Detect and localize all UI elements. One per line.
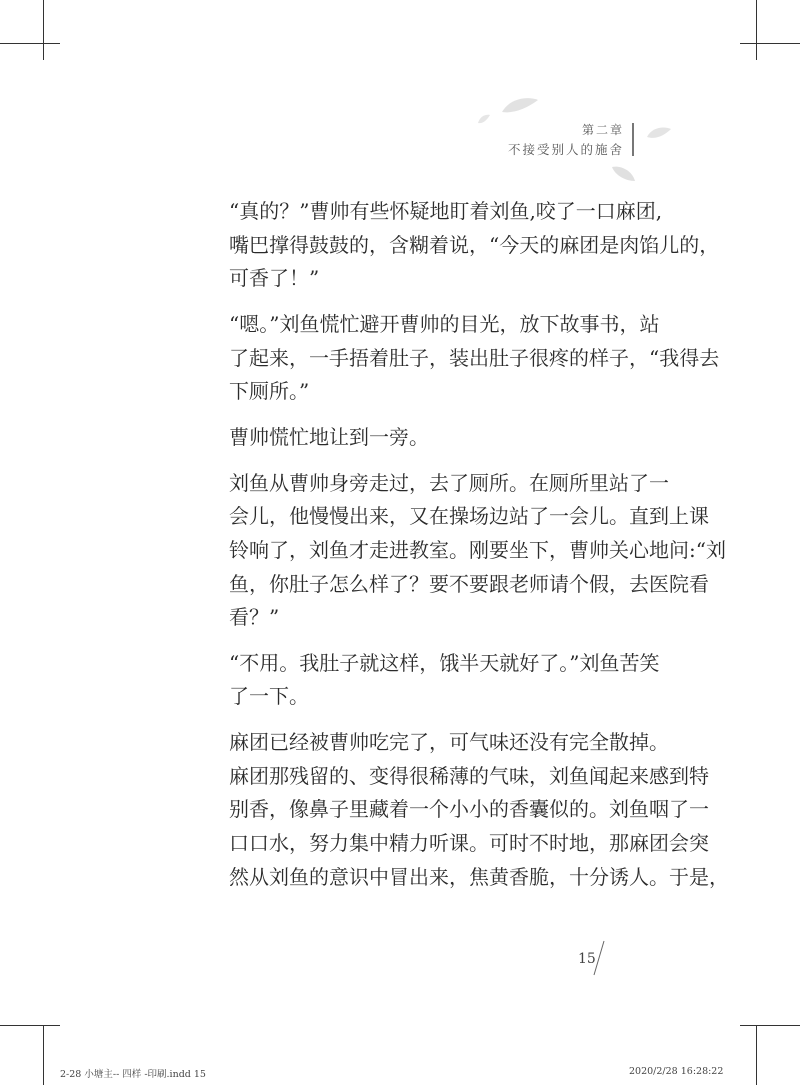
crop-mark-top-left-horizontal [0, 43, 60, 44]
chapter-title: 不接受别人的施舍 [507, 142, 624, 157]
text-line: 看？” [229, 605, 280, 630]
text-line: 可香了！” [229, 266, 320, 291]
body-text [189, 195, 729, 906]
crop-mark-bottom-right-horizontal [740, 1025, 800, 1026]
paragraph [189, 195, 720, 296]
text-line: 嘴巴撑得鼓鼓的，含糊着说，“今天的麻团是肉馅儿的， [229, 232, 720, 257]
text-line: 会儿，他慢慢出来，又在操场边站了一会儿。直到上课 [229, 504, 709, 529]
text-line: 刘鱼从曹帅身旁走过，去了厕所。在厕所里站了一 [229, 470, 669, 495]
text-line: “嗯。”刘鱼慌忙避开曹帅的目光，放下故事书，站 [229, 311, 660, 336]
crop-mark-bottom-left-vertical [43, 1025, 44, 1085]
petal-decoration-icon [500, 94, 540, 116]
text-line: 下厕所。” [229, 379, 310, 404]
text-line: 曹帅慌忙地让到一旁。 [229, 424, 429, 449]
text-line: 麻团已经被曹帅吃完了，可气味还没有完全散掉。 [229, 730, 669, 755]
slash-decoration-icon [592, 940, 606, 976]
text-line: “真的？”曹帅有些怀疑地盯着刘鱼,咬了一口麻团, [229, 199, 663, 223]
crop-mark-bottom-right-vertical [756, 1025, 757, 1085]
text-line: 铃响了，刘鱼才走进教室。刚要坐下，曹帅关心地问:“刘 [229, 537, 726, 562]
footer-timestamp: 2020/2/28 16:28:22 [629, 1066, 724, 1077]
crop-mark-top-left-vertical [43, 0, 44, 60]
text-line: 鱼，你肚子怎么样了？要不要跟老师请个假，去医院看 [229, 571, 709, 596]
paragraph [189, 647, 660, 714]
page-number: 15 [578, 951, 596, 967]
header-divider [632, 123, 634, 156]
text-line: 麻团那残留的、变得很稀薄的气味，刘鱼闻起来感到特 [229, 763, 709, 788]
text-line: “不用。我肚子就这样，饿半天就好了。”刘鱼苦笑 [229, 650, 660, 675]
footer-file-name: 2-28 小塘主-- 四样 -印刷.indd 15 [60, 1069, 206, 1080]
crop-mark-top-right-horizontal [740, 43, 800, 44]
paragraph [189, 308, 720, 409]
text-line: 口口水，努力集中精力听课。可时不时地，那麻团会突 [229, 831, 709, 856]
paragraph [189, 726, 729, 894]
petal-decoration-icon [646, 125, 672, 141]
crop-mark-bottom-left-horizontal [0, 1025, 60, 1026]
text-line: 别香，像鼻子里藏着一个小小的香囊似的。刘鱼咽了一 [229, 797, 709, 822]
text-line: 然从刘鱼的意识中冒出来，焦黄香脆，十分诱人。于是， [229, 864, 729, 889]
petal-decoration-icon [610, 164, 636, 184]
petal-decoration-icon [477, 113, 491, 125]
paragraph [189, 421, 629, 455]
chapter-number: 第二章 [581, 123, 624, 137]
text-line: 了起来，一手捂着肚子，装出肚子很疼的样子，“我得去 [229, 345, 720, 370]
text-line: 了一下。 [229, 684, 309, 709]
crop-mark-top-right-vertical [756, 0, 757, 60]
paragraph [189, 467, 726, 635]
